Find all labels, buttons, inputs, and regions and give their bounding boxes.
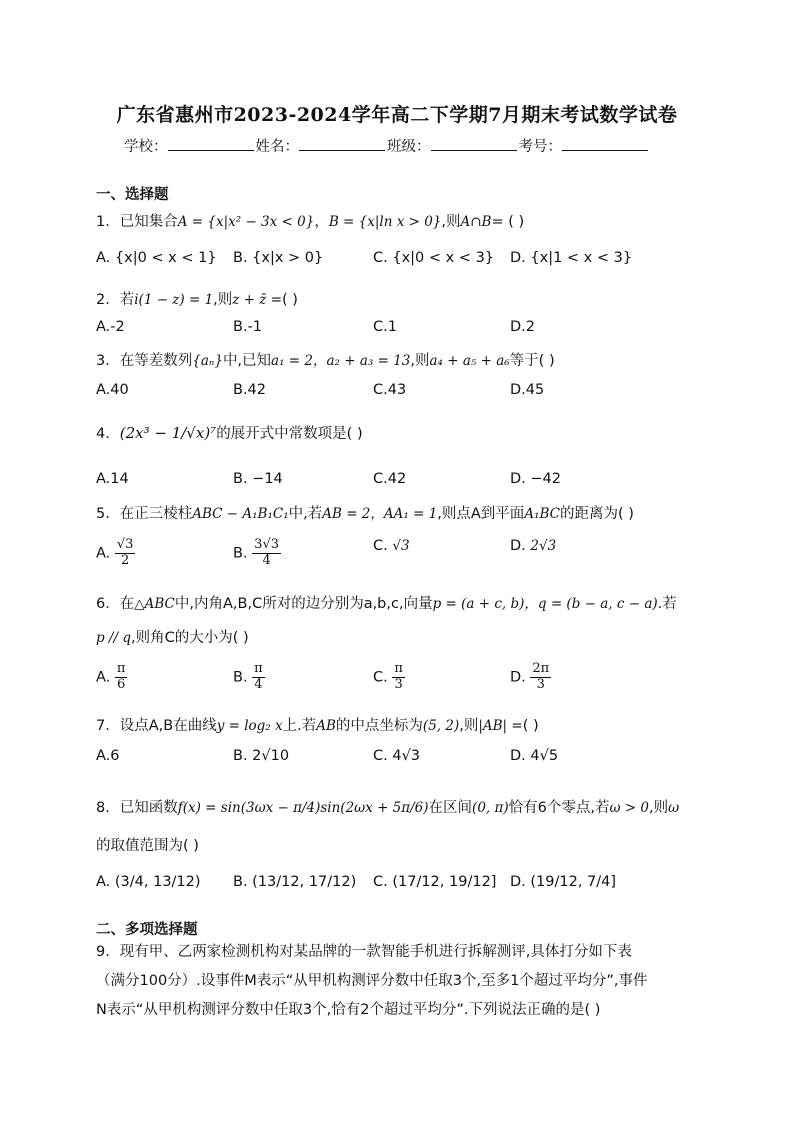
page-title: 广东省惠州市2023-2024学年高二下学期7月期末考试数学试卷 (116, 104, 678, 126)
q3-option-d[interactable]: D.45 (510, 382, 545, 398)
q8-function: f(x) = sin(3ωx − π/4)sin(2ωx + 5π/6) (177, 800, 429, 816)
q2-option-a[interactable]: A.-2 (96, 319, 125, 335)
q1-options (96, 250, 706, 280)
q1-then: ,则 (441, 214, 461, 230)
q4-options (96, 471, 706, 501)
q9-line-3: N表示“从甲机构测评分数中任取3个,恰有2个超过平均分”.下列说法正确的是( ) (96, 1002, 601, 1018)
q8-stem: 8．已知函数 (96, 800, 178, 816)
q7-stem: 7．设点A,B在曲线 (96, 718, 217, 734)
q5-options (96, 538, 706, 580)
q1-set-b: B = {x|ln x > 0} (328, 214, 442, 230)
number-blank[interactable] (562, 136, 648, 151)
q3-stem: 3．在等差数列 (96, 353, 193, 369)
q2-math: i(1 − z) = 1 (134, 292, 214, 308)
q3-sequence: {aₙ} (192, 353, 223, 369)
q3-option-c[interactable]: C.43 (373, 382, 407, 398)
q6-vectors: p = (a + c, b)，q = (b − a, c − a) (432, 596, 658, 612)
q3-sum: a₄ + a₅ + a₆ (429, 353, 510, 369)
q1-option-c[interactable]: C. {x|0 < x < 3} (373, 250, 495, 266)
q6-parallel: p // q (96, 630, 131, 646)
q6-d-num: 2π (532, 661, 550, 676)
q6-a-den: 6 (117, 676, 126, 692)
q5-d-value: 2√3 (530, 538, 557, 554)
q5-option-a-value (115, 538, 136, 569)
q6-option-a-letter: A. (96, 669, 111, 686)
q3-option-b[interactable]: B.42 (233, 382, 267, 398)
q1-intersection: A∩B (460, 214, 492, 230)
q2-stem: 2．若 (96, 292, 135, 308)
q6-a-num: π (116, 661, 126, 676)
q4-end: 的展开式中常数项是( ) (216, 426, 363, 442)
q2-math-2: z + z̄ = (232, 292, 283, 308)
q6-stem: 6．在 (96, 596, 135, 612)
school-label: 学校： (124, 139, 168, 155)
q2-end: ( ) (282, 292, 298, 308)
question-8-line-1 (96, 796, 706, 817)
q8-options (96, 874, 706, 904)
number-label: 考号： (518, 139, 562, 155)
q8-option-c[interactable]: C. (17/12, 19/12] (373, 874, 497, 890)
q5-b-den: 4 (262, 552, 271, 568)
q6-c-den: 3 (394, 676, 403, 692)
q5-a-den: 2 (121, 552, 130, 568)
q3-given: a₁ = 2，a₂ + a₃ = 13 (271, 353, 411, 369)
q6-option-a[interactable] (96, 662, 127, 693)
q8-option-d[interactable]: D. (19/12, 7/4] (510, 874, 617, 890)
q4-stem: 4． (96, 426, 120, 442)
q1-end: = ( ) (491, 214, 525, 230)
q6-d-den: 3 (536, 676, 545, 692)
q7-midpoint: (5, 2) (422, 718, 460, 734)
q7-end: ( ) (522, 718, 539, 734)
q2-options (96, 319, 706, 349)
question-4 (96, 422, 706, 443)
q8-then: ,则 (648, 800, 669, 816)
q5-option-b-letter: B. (233, 545, 248, 562)
q5-option-b[interactable] (233, 538, 281, 569)
q6-b-num: π (254, 661, 263, 676)
q5-c-value: √3 (392, 538, 410, 554)
q6-c-num: π (394, 661, 403, 676)
q5-option-a[interactable] (96, 538, 135, 569)
q9-line-1: 9．现有甲、乙两家检测机构对某品牌的一款智能手机进行拆解测评,具体打分如下表 (96, 944, 632, 960)
q3-options (96, 382, 706, 412)
q1-sep: ， (314, 214, 329, 230)
q7-segment: AB (316, 718, 336, 734)
q8-option-b[interactable]: B. (13/12, 17/12) (233, 874, 357, 890)
section-heading-choice: 一、选择题 (96, 187, 169, 203)
q5-option-c-letter: C. (373, 538, 388, 554)
q6-option-d-letter: D. (510, 669, 526, 686)
q6-options (96, 662, 706, 704)
question-3 (96, 349, 706, 370)
q6-option-c-value (392, 662, 405, 693)
question-7 (96, 714, 706, 735)
q1-option-d[interactable]: D. {x|1 < x < 3} (510, 250, 633, 266)
q4-option-c[interactable]: C.42 (373, 471, 407, 487)
name-blank[interactable] (299, 136, 385, 151)
q5-end: 的距离为( ) (559, 506, 634, 522)
q6-mid: 中,内角A,B,C所对的边分别为a,b,c,向量 (174, 596, 433, 612)
q5-prism: ABC − A₁B₁C₁ (192, 506, 289, 522)
q9-line-2: （满分100分）.设事件M表示“从甲机构测评分数中任取3个,至多1个超过平均分”,事件 (96, 973, 648, 989)
q5-plane: A₁BC (524, 506, 560, 522)
q2-option-d[interactable]: D.2 (510, 319, 535, 335)
q4-option-b[interactable]: B. −14 (233, 471, 283, 487)
question-1 (96, 210, 706, 231)
q6-option-a-value (115, 662, 128, 693)
section-heading-multi: 二、多项选择题 (96, 922, 198, 938)
q8-mid: 在区间 (428, 800, 473, 816)
q1-option-a[interactable]: A. {x|0 < x < 1} (96, 250, 217, 266)
student-info-line (124, 135, 650, 156)
q5-stem: 5．在正三棱柱 (96, 506, 193, 522)
question-9 (96, 938, 696, 1025)
q7-option-a[interactable]: A.6 (96, 748, 120, 764)
q7-option-b[interactable]: B. 2√10 (233, 748, 290, 764)
q5-option-b-value (252, 538, 281, 569)
name-label: 姓名： (255, 139, 299, 155)
question-6-line-1 (96, 592, 706, 613)
q5-option-d[interactable] (510, 538, 556, 554)
q8-omega-positive: ω > 0 (609, 800, 649, 816)
q5-b-num: 3√3 (254, 537, 279, 552)
q1-set-a: A = {x|x² − 3x < 0} (177, 214, 315, 230)
q8-interval: (0, π) (472, 800, 509, 816)
question-2 (96, 288, 706, 309)
q2-option-c[interactable]: C.1 (373, 319, 397, 335)
q6-option-c-letter: C. (373, 669, 388, 686)
q2-then: ,则 (213, 292, 233, 308)
q7-then: ,则 (459, 718, 479, 734)
q4-option-a[interactable]: A.14 (96, 471, 129, 487)
q5-given: AB = 2，AA₁ = 1 (322, 506, 438, 522)
q4-binomial: (2x³ − 1/√x)⁷ (119, 424, 217, 442)
q5-option-d-letter: D. (510, 538, 526, 554)
class-label: 班级： (387, 139, 431, 155)
q5-option-c[interactable] (373, 538, 410, 554)
q6-option-c[interactable] (373, 662, 405, 693)
q5-a-num: √3 (116, 537, 134, 552)
q5-mid: 中,若 (288, 506, 323, 522)
q7-mid-2: 的中点坐标为 (335, 718, 423, 734)
q6-option-b-value (252, 662, 265, 693)
q3-mid: 中,已知 (222, 353, 272, 369)
question-6-line-2 (96, 626, 706, 647)
q6-option-d-value (530, 662, 551, 693)
q7-mid: 上.若 (282, 718, 317, 734)
q3-option-a[interactable]: A.40 (96, 382, 129, 398)
q2-option-b[interactable]: B.-1 (233, 319, 263, 335)
school-blank[interactable] (168, 136, 254, 151)
q7-option-c[interactable]: C. 4√3 (373, 748, 421, 764)
q6-triangle: △ABC (134, 596, 175, 612)
q7-options (96, 748, 706, 778)
class-blank[interactable] (431, 136, 517, 151)
q8-post: 恰有6个零点,若 (508, 800, 610, 816)
q6-if: .若 (657, 596, 677, 612)
q7-length: |AB| = (478, 718, 523, 734)
q1-option-b[interactable]: B. {x|x > 0} (233, 250, 324, 266)
q6-end: ,则角C的大小为( ) (130, 630, 249, 646)
q6-b-den: 4 (254, 676, 263, 692)
q5-then: ,则点A到平面 (437, 506, 525, 522)
q6-option-b-letter: B. (233, 669, 248, 686)
question-5 (96, 502, 706, 523)
q4-option-d[interactable]: D. −42 (510, 471, 561, 487)
q3-then: ,则 (410, 353, 430, 369)
question-8-line-2: 的取值范围为( ) (96, 838, 199, 854)
q5-option-a-letter: A. (96, 545, 111, 562)
q3-end: 等于( ) (509, 353, 555, 369)
q6-option-d[interactable] (510, 662, 551, 693)
q7-option-d[interactable]: D. 4√5 (510, 748, 559, 764)
q8-option-a[interactable]: A. (3/4, 13/12) (96, 874, 201, 890)
q1-stem: 1．已知集合 (96, 214, 178, 230)
q6-option-b[interactable] (233, 662, 265, 693)
q7-curve: y = log₂ x (216, 718, 283, 734)
q8-omega: ω (668, 800, 680, 816)
